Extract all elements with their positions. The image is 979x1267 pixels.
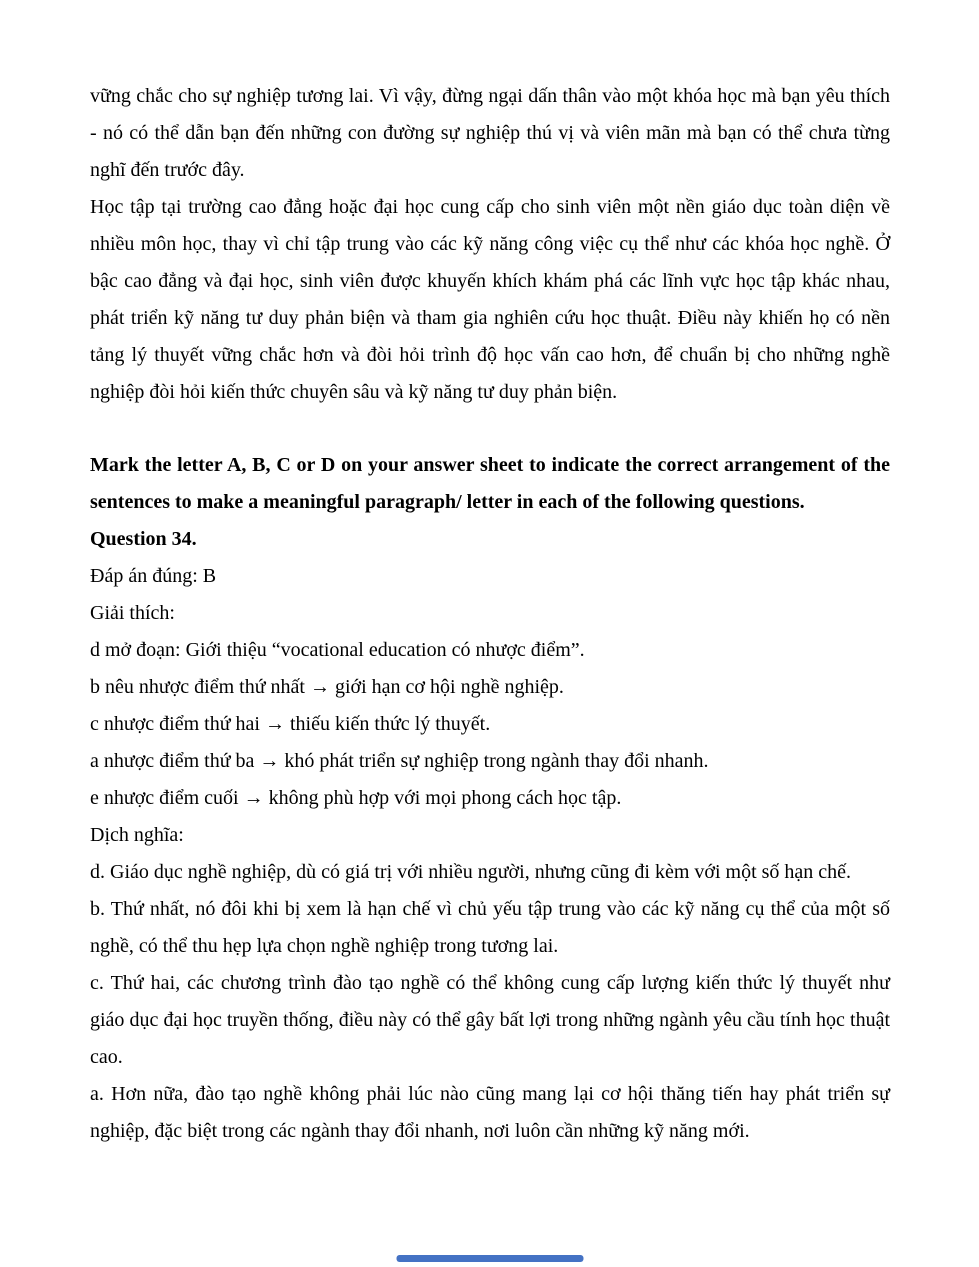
document-content bbox=[90, 78, 890, 1150]
instruction-heading: Mark the letter A, B, C or D on your answer sheet to indicate the correct arrangement of the sentences to make a meaningful paragraph/ letter in each of the following questions. bbox=[90, 454, 890, 513]
explanation-label: Giải thích: bbox=[90, 602, 175, 624]
explanation-item-a: a nhược điểm thứ ba → khó phát triển sự nghiệp trong ngành thay đổi nhanh. bbox=[90, 750, 709, 772]
translation-item-a: a. Hơn nữa, đào tạo nghề không phải lúc nào cũng mang lại cơ hội thăng tiến hay phát triển sự nghiệp, đặc biệt trong các ngành thay đổi nhanh, nơi luôn cần những kỹ năng mới. bbox=[90, 1083, 890, 1142]
translation-item-b: b. Thứ nhất, nó đôi khi bị xem là hạn chế vì chủ yếu tập trung vào các kỹ năng cụ thể của một số nghề, có thể thu hẹp lựa chọn nghề nghiệp trong tương lai. bbox=[90, 898, 890, 957]
scroll-indicator[interactable] bbox=[396, 1255, 583, 1262]
translation-item-c: c. Thứ hai, các chương trình đào tạo nghề có thể không cung cấp lượng kiến thức lý thuyết như giáo dục đại học truyền thống, điều này có thể gây bất lợi trong những ngành yêu cầu tính học thuật cao. bbox=[90, 972, 890, 1068]
paragraph-college-education: Học tập tại trường cao đẳng hoặc đại học cung cấp cho sinh viên một nền giáo dục toàn diện về nhiều môn học, thay vì chỉ tập trung vào các kỹ năng công việc cụ thể như các khóa học nghề. Ở bậc cao đẳng và đại học, sinh viên được khuyến khích khám phá các lĩnh vực học tập khác nhau, phát triển kỹ năng tư duy phản biện và tham gia nghiên cứu học thuật. Điều này khiến họ có nền tảng lý thuyết vững chắc hơn và đòi hỏi trình độ học vấn cao hơn, để chuẩn bị cho những nghề nghiệp đòi hỏi kiến thức chuyên sâu và kỹ năng tư duy phản biện. bbox=[90, 196, 890, 403]
explanation-item-d: d mở đoạn: Giới thiệu “vocational education có nhược điểm”. bbox=[90, 639, 585, 661]
explanation-item-c: c nhược điểm thứ hai → thiếu kiến thức lý thuyết. bbox=[90, 713, 491, 735]
paragraph-career-advice: vững chắc cho sự nghiệp tương lai. Vì vậy, đừng ngại dấn thân vào một khóa học mà bạn yêu thích - nó có thể dẫn bạn đến những con đường sự nghiệp thú vị và viên mãn mà bạn có thể chưa từng nghĩ đến trước đây. bbox=[90, 85, 890, 181]
translation-item-d: d. Giáo dục nghề nghiệp, dù có giá trị với nhiều người, nhưng cũng đi kèm với một số hạn chế. bbox=[90, 861, 852, 883]
translation-label: Dịch nghĩa: bbox=[90, 824, 184, 846]
explanation-item-b: b nêu nhược điểm thứ nhất → giới hạn cơ hội nghề nghiệp. bbox=[90, 676, 564, 698]
question-number-label: Question 34. bbox=[90, 528, 197, 550]
correct-answer-line: Đáp án đúng: B bbox=[90, 565, 217, 587]
explanation-item-e: e nhược điểm cuối → không phù hợp với mọi phong cách học tập. bbox=[90, 787, 622, 809]
